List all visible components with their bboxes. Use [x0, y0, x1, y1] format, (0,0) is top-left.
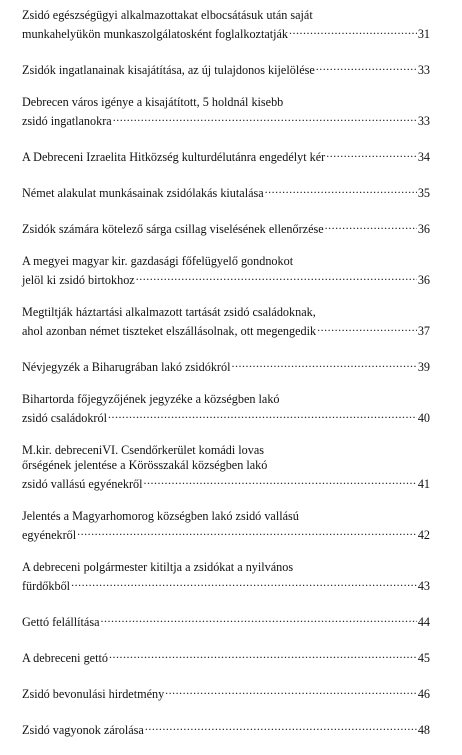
toc-entry-page-number: 33 — [417, 114, 430, 128]
toc-entry-page-number: 41 — [417, 477, 430, 491]
dot-leader — [108, 407, 417, 422]
dot-leader — [143, 473, 416, 488]
toc-entry-title-line: A Debreceni Izraelita Hitközség kulturdélutánra engedélyt kér — [22, 150, 326, 164]
dot-leader — [145, 719, 417, 734]
toc-entry-last-line — [22, 473, 430, 492]
dot-leader — [165, 683, 417, 698]
toc-entry-title-line: Debrecen város igénye a kisajátított, 5 holdnál kisebb — [22, 95, 284, 109]
toc-entry-page-number: 39 — [417, 360, 430, 374]
dot-leader — [77, 524, 417, 539]
dot-leader — [71, 575, 417, 590]
toc-entry-last-line — [22, 719, 430, 738]
toc-entry-title-line: zsidó ingatlanokra — [22, 114, 112, 128]
toc-entry-last-line — [22, 59, 430, 78]
toc-entry-last-line — [22, 320, 430, 339]
toc-entry-page-number: 43 — [417, 579, 430, 593]
toc-entry-last-line — [22, 647, 430, 666]
toc-entry-last-line — [22, 182, 430, 201]
toc-entry-page-number: 45 — [417, 651, 430, 665]
toc-entry-title-line: A megyei magyar kir. gazdasági főfelügyelő gondnokot — [22, 254, 294, 268]
toc-entry-page-number: 48 — [417, 723, 430, 737]
toc-entry-title-line: Gettó felállítása — [22, 615, 100, 629]
toc-entry-title-line: zsidó családokról — [22, 411, 107, 425]
toc-entry — [22, 254, 430, 288]
toc-entry — [22, 218, 430, 237]
toc-entry — [22, 509, 430, 543]
toc-entry-last-line — [22, 575, 430, 594]
toc-entry-last-line — [22, 110, 430, 129]
toc-entry-page-number: 34 — [417, 150, 430, 164]
dot-leader — [317, 320, 417, 335]
dot-leader — [325, 218, 417, 233]
toc-entry — [22, 146, 430, 165]
dot-leader — [113, 110, 417, 125]
toc-entry — [22, 683, 430, 702]
dot-leader — [231, 356, 416, 371]
toc-entry — [22, 8, 430, 42]
dot-leader — [265, 182, 417, 197]
toc-entry-title-line: Zsidó bevonulási hirdetmény — [22, 687, 165, 701]
toc-entry-page-number: 31 — [417, 27, 430, 41]
toc-entry — [22, 392, 430, 426]
toc-entry-last-line — [22, 218, 430, 237]
toc-entry — [22, 182, 430, 201]
toc-entry — [22, 560, 430, 594]
toc-entry-page-number: 36 — [417, 222, 430, 236]
toc-entry — [22, 611, 430, 630]
toc-entry-title-line: munkahelyükön munkaszolgálatosként foglalkoztatják — [22, 27, 289, 41]
toc-entry-title-line: Zsidók számára kötelező sárga csillag viselésének ellenőrzése — [22, 222, 324, 236]
toc-entry-title-line: fürdőkből — [22, 579, 71, 593]
toc-entry-last-line — [22, 611, 430, 630]
toc-entry — [22, 305, 430, 339]
toc-entry-page-number: 46 — [417, 687, 430, 701]
toc-entry-page-number: 36 — [417, 273, 430, 287]
toc-entry-page-number: 35 — [417, 186, 430, 200]
toc-entry-title-line: Megtiltják háztartási alkalmazott tartását zsidó családoknak, — [22, 305, 316, 319]
toc-entry-title-line: M.kir. debreceniVI. Csendőrkerület komádi lovas — [22, 443, 264, 457]
dot-leader — [101, 611, 417, 626]
toc-entry-title-line: ahol azonban német tiszteket elszállásolnak, ott megengedik — [22, 324, 317, 338]
toc-entry — [22, 443, 430, 492]
toc-entry-title-line: Zsidó egészségügyi alkalmazottakat elbocsátásuk után saját — [22, 8, 313, 22]
toc-entry-last-line — [22, 356, 430, 375]
toc-entry-title-line: őrségének jelentése a Körösszakál községben lakó — [22, 458, 268, 472]
toc-entry — [22, 59, 430, 78]
toc-entry-title-line: Jelentés a Magyarhomorog községben lakó zsidó vallású — [22, 509, 299, 523]
toc-entry-last-line — [22, 23, 430, 42]
toc-entry — [22, 356, 430, 375]
toc-entry-title-line: A debreceni polgármester kitiltja a zsidókat a nyilvános — [22, 560, 294, 574]
table-of-contents — [22, 8, 430, 755]
toc-entry-page-number: 33 — [417, 63, 430, 77]
toc-entry-title-line: A debreceni gettó — [22, 651, 108, 665]
toc-entry-last-line — [22, 269, 430, 288]
toc-entry — [22, 647, 430, 666]
toc-entry-page-number: 42 — [417, 528, 430, 542]
toc-entry-title-line: jelöl ki zsidó birtokhoz — [22, 273, 135, 287]
toc-entry-title-line: Bihartorda főjegyzőjének jegyzéke a községben lakó — [22, 392, 280, 406]
toc-entry-title-line: zsidó vallású egyénekről — [22, 477, 143, 491]
toc-entry-last-line — [22, 146, 430, 165]
dot-leader — [109, 647, 417, 662]
dot-leader — [316, 59, 417, 74]
toc-entry-title-line: Német alakulat munkásainak zsidólakás kiutalása — [22, 186, 264, 200]
toc-entry-title-line: Névjegyzék a Biharugrában lakó zsidókról — [22, 360, 231, 374]
toc-entry-page-number: 40 — [417, 411, 430, 425]
toc-entry — [22, 95, 430, 129]
toc-entry-last-line — [22, 407, 430, 426]
toc-entry-last-line — [22, 524, 430, 543]
toc-entry-title-line: Zsidó vagyonok zárolása — [22, 723, 144, 737]
toc-entry-page-number: 44 — [417, 615, 430, 629]
toc-entry-title-line: Zsidók ingatlanainak kisajátítása, az új tulajdonos kijelölése — [22, 63, 315, 77]
toc-entry-title-line: egyénekről — [22, 528, 77, 542]
toc-entry-page-number: 37 — [417, 324, 430, 338]
dot-leader — [136, 269, 417, 284]
dot-leader — [326, 146, 417, 161]
toc-entry — [22, 719, 430, 738]
dot-leader — [289, 23, 417, 38]
toc-entry-last-line — [22, 683, 430, 702]
